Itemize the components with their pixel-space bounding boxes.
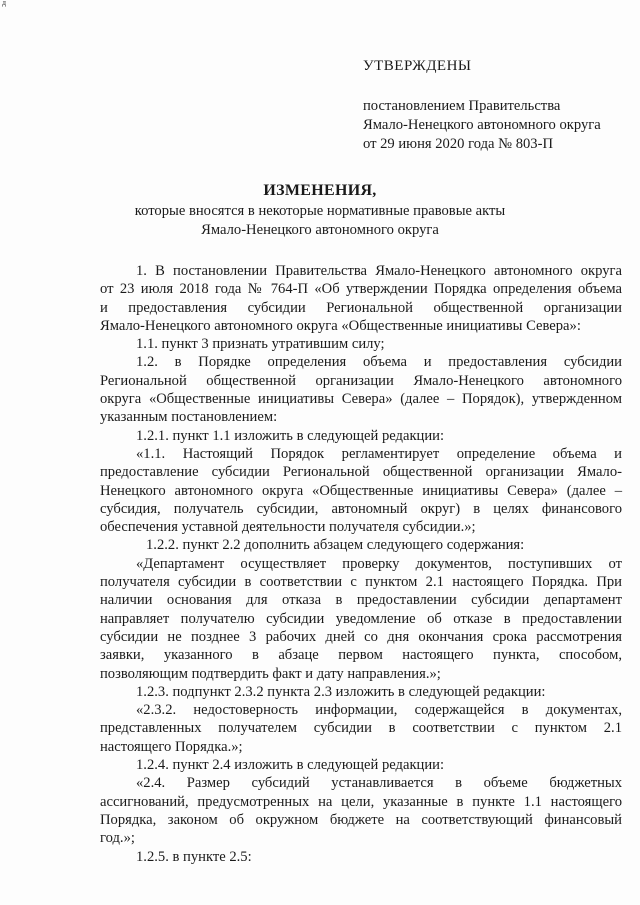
- body-line: Ямало-Ненецкого автономного округа «Общественные инициативы Севера»:: [100, 317, 581, 334]
- body-line: 1.2.2. пункт 2.2 дополнить абзацем следующего содержания:: [146, 537, 525, 554]
- body-line: заявки, указанного в абзаце первом настоящего пункта, способом,: [100, 647, 622, 664]
- body-line: округа «Общественные инициативы Севера» (далее – Порядок), утвержденном: [100, 391, 622, 408]
- body-line: настоящего Порядка.»;: [100, 738, 243, 755]
- body-line: год.»;: [100, 830, 135, 847]
- scan-mark: д: [2, 0, 7, 7]
- body-line: указанным постановлением:: [100, 409, 278, 426]
- heading-subtitle-line: которые вносятся в некоторые нормативные правовые акты: [134, 203, 506, 219]
- body-line: 1.2.5. в пункте 2.5:: [136, 848, 252, 865]
- approval-line: постановлением Правительства: [363, 98, 561, 114]
- approval-title: УТВЕРЖДЕНЫ: [363, 58, 472, 74]
- body-line: предоставление субсидии Региональной общественной организации Ямало-: [100, 464, 622, 481]
- body-line: получателя субсидии в соответствии с пунктом 2.1 настоящего Порядка. При: [100, 574, 622, 591]
- body-line: позволяющим подтвердить факт и дату направления.»;: [100, 665, 441, 682]
- body-line: Порядка, законом об окружном бюджете на соответствующий финансовый: [100, 811, 622, 828]
- body-line: Ненецкого автономного округа «Общественные инициативы Севера» (далее –: [100, 482, 622, 499]
- body-line: обеспечения уставной деятельности получателя субсидии.»;: [100, 519, 476, 536]
- approval-line: от 29 июня 2020 года № 803-П: [363, 136, 554, 152]
- heading-subtitle-line: Ямало-Ненецкого автономного округа: [201, 222, 439, 238]
- heading-title: ИЗМЕНЕНИЯ,: [263, 182, 377, 199]
- body-line: и предоставления субсидии Региональной общественной организации: [100, 299, 622, 316]
- body-line: ассигнований, предусмотренных на цели, указанные в пункте 1.1 настоящего: [100, 793, 622, 810]
- body-line: Региональной общественной организации Ямало-Ненецкого автономного: [100, 372, 622, 389]
- body-line: 1.2. в Порядке определения объема и предоставления субсидии: [136, 354, 622, 371]
- body-line: «Департамент осуществляет проверку документов, поступивших от: [136, 555, 622, 572]
- body-line: представленных получателем субсидии в соответствии с пунктом 2.1: [100, 720, 622, 737]
- body-line: 1.2.3. подпункт 2.3.2 пункта 2.3 изложить в следующей редакции:: [136, 683, 546, 700]
- body-line: субсидии не позднее 3 рабочих дней со дня окончания срока рассмотрения: [100, 628, 622, 645]
- approval-line: Ямало-Ненецкого автономного округа: [363, 117, 601, 133]
- body-line: наличии основания для отказа в предоставлении субсидии департамент: [100, 592, 622, 609]
- body-line: 1.2.4. пункт 2.4 изложить в следующей редакции:: [136, 757, 445, 774]
- body-line: от 23 июля 2018 года № 764-П «Об утверждении Порядка определения объема: [100, 281, 622, 298]
- document-body: [100, 262, 622, 866]
- body-line: «1.1. Настоящий Порядок регламентирует определение объема и: [136, 445, 622, 462]
- body-line: «2.3.2. недостоверность информации, содержащейся в документах,: [136, 702, 622, 719]
- body-line: 1.1. пункт 3 признать утратившим силу;: [136, 336, 385, 353]
- document-heading: [100, 180, 540, 240]
- body-line: субсидия, получатель субсидии, автономный округ) в целях финансового: [100, 500, 622, 517]
- body-line: направляет получателю субсидии уведомление об отказе в предоставлении: [100, 610, 622, 627]
- approval-block: [363, 58, 623, 154]
- body-line: 1.2.1. пункт 1.1 изложить в следующей редакции:: [136, 427, 445, 444]
- body-line: 1. В постановлении Правительства Ямало-Ненецкого автономного округа: [136, 263, 622, 279]
- body-line: «2.4. Размер субсидий устанавливается в объеме бюджетных: [136, 775, 622, 792]
